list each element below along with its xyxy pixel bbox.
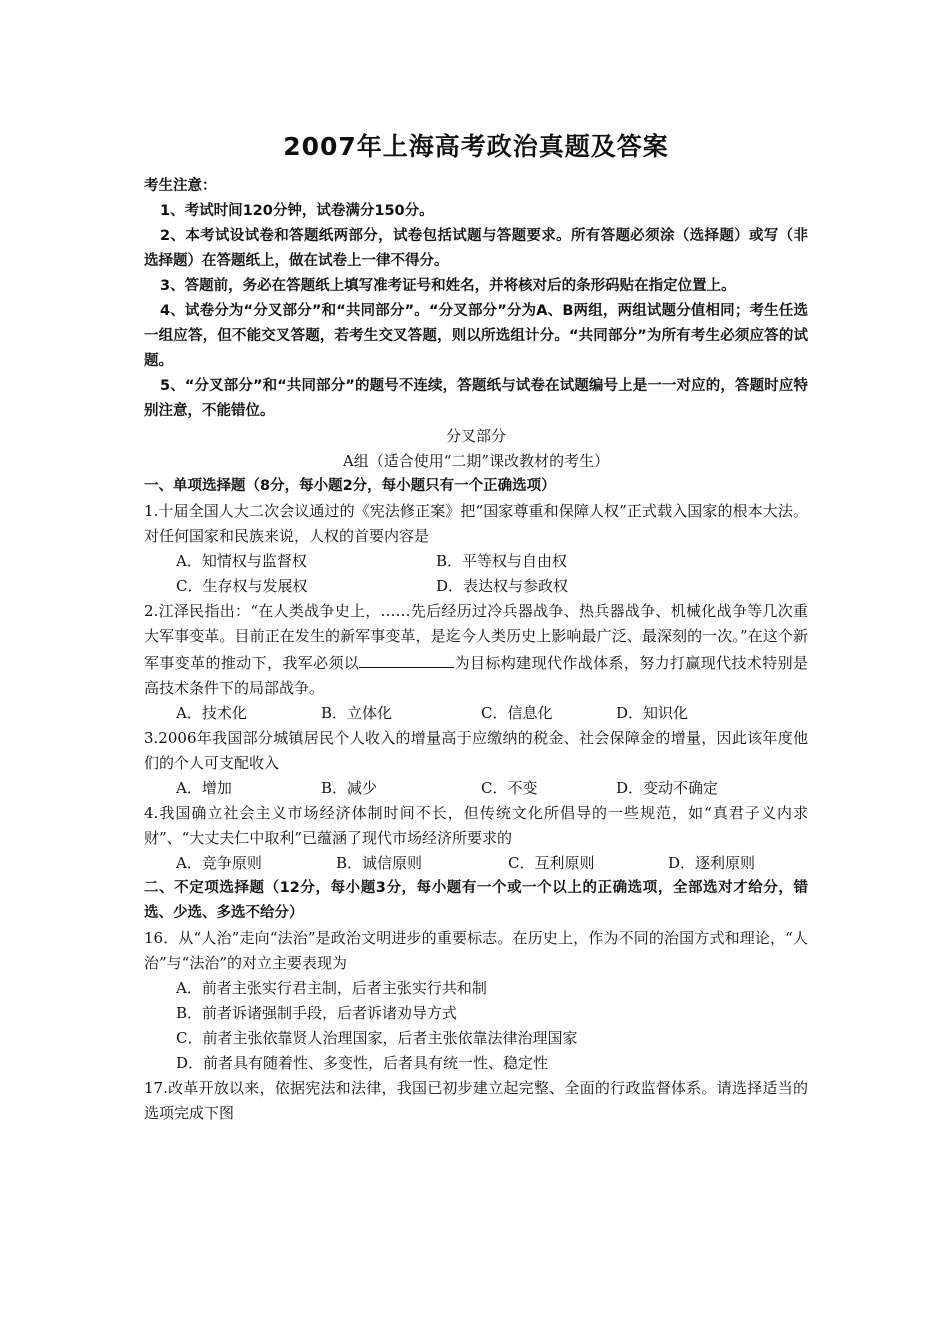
notice-1: 1、考试时间120分钟，试卷满分150分。 [160,203,434,219]
question-2-option-a: A．技术化 [176,704,247,722]
question-1-option-a: A．知情权与监督权 [176,552,307,570]
question-3-option-c: C．不变 [481,779,538,797]
question-16-option-a: A．前者主张实行君主制，后者主张实行共和制 [176,979,487,997]
question-3-option-d: D．变动不确定 [616,779,719,797]
notice-2: 2、本考试设试卷和答题纸两部分，试卷包括试题与答题要求。所有答题必须涂（选择题）或写（非选择题）在答题纸上，做在试卷上一律不得分。 [144,228,808,269]
question-16-option-d: D．前者具有随着性、多变性，后者具有统一性、稳定性 [176,1054,549,1072]
question-1-option-c: C．生存权与发展权 [176,577,308,595]
question-16-option-b: B．前者诉诸强制手段，后者诉诸劝导方式 [176,1004,458,1022]
question-17-stem: 17.改革开放以来，依据宪法和法律，我国已初步建立起完整、全面的行政监督体系。请选择适当的选项完成下图 [144,1079,808,1122]
question-1-option-b: B．平等权与自由权 [436,552,568,570]
question-2-stem [144,599,808,701]
question-2-options [144,701,808,726]
question-4-option-c: C．互利原则 [508,854,595,872]
section1-heading: 一、单项选择题（8分，每小题2分，每小题只有一个正确选项） [144,478,556,494]
question-4-option-b: B．诚信原则 [336,854,423,872]
question-4-option-a: A．竞争原则 [176,854,262,872]
notice-3: 3、答题前，务必在答题纸上填写准考证号和姓名，并将核对后的条形码贴在指定位置上。 [160,278,736,294]
page-title: 2007年上海高考政治真题及答案 [283,132,669,161]
question-16-stem: 16．从“人治”走向“法治”是政治文明进步的重要标志。在历史上，作为不同的治国方式和理论，“人治”与“法治”的对立主要表现为 [144,929,808,972]
question-2-option-b: B．立体化 [321,704,393,722]
question-2-stem-before: 2.江泽民指出：“在人类战争史上，……先后经历过冷兵器战争、热兵器战争、机械化战争等几次重大军事变革。目前正在发生的新军事变革，是迄今人类历史上影响最广泛、最深刻的一次。”在这个新军事变革的推动下，我军必须以 [144,602,808,672]
question-4-options [144,851,808,876]
notice-heading: 考生注意： [144,178,217,194]
question-1-option-d: D．表达权与参政权 [436,577,569,595]
question-1-options-row1 [144,549,808,574]
question-1-options-row2 [144,574,808,599]
question-4-stem: 4.我国确立社会主义市场经济体制时间不长，但传统文化所倡导的一些规范，如“真君子义内求财”、“大丈夫仁中取利”已蕴涵了现代市场经济所要求的 [144,804,808,847]
question-3-option-b: B．减少 [321,779,378,797]
group-heading: A组（适合使用“二期”课改教材的考生） [342,452,610,470]
question-2-stem-after: 为目标构建现代作战体系，努力打赢现代技术特别是高技术条件下的局部战争。 [144,654,808,697]
exam-page [144,128,808,1126]
question-4-option-d: D．逐利原则 [668,854,756,872]
question-2-option-c: C．信息化 [481,704,553,722]
question-3-stem: 3.2006年我国部分城镇居民个人收入的增量高于应缴纳的税金、社会保障金的增量，因此该年度他们的个人可支配收入 [144,729,808,772]
part-heading: 分叉部分 [445,427,506,445]
question-3-options [144,776,808,801]
notice-5: 5、“分叉部分”和“共同部分”的题号不连续，答题纸与试卷在试题编号上是一一对应的，答题时应特别注意，不能错位。 [144,378,808,419]
question-2-blank [359,649,454,668]
section2-heading: 二、不定项选择题（12分，每小题3分，每小题有一个或一个以上的正确选项，全部选对才给分，错选、少选、多选不给分） [144,880,808,921]
question-3-option-a: A．增加 [176,779,232,797]
question-1-stem: 1.十届全国人大二次会议通过的《宪法修正案》把“国家尊重和保障人权”正式载入国家的根本大法。对任何国家和民族来说，人权的首要内容是 [144,502,808,545]
notice-4: 4、试卷分为“分叉部分”和“共同部分”。“分叉部分”分为A、B两组，两组试题分值相同；考生任选一组应答，但不能交叉答题，若考生交叉答题，则以所选组计分。“共同部分”为所有考生必须应答的试题。 [144,303,808,369]
question-16-option-c: C．前者主张依靠贤人治理国家，后者主张依靠法律治理国家 [176,1029,578,1047]
question-2-option-d: D．知识化 [616,704,689,722]
